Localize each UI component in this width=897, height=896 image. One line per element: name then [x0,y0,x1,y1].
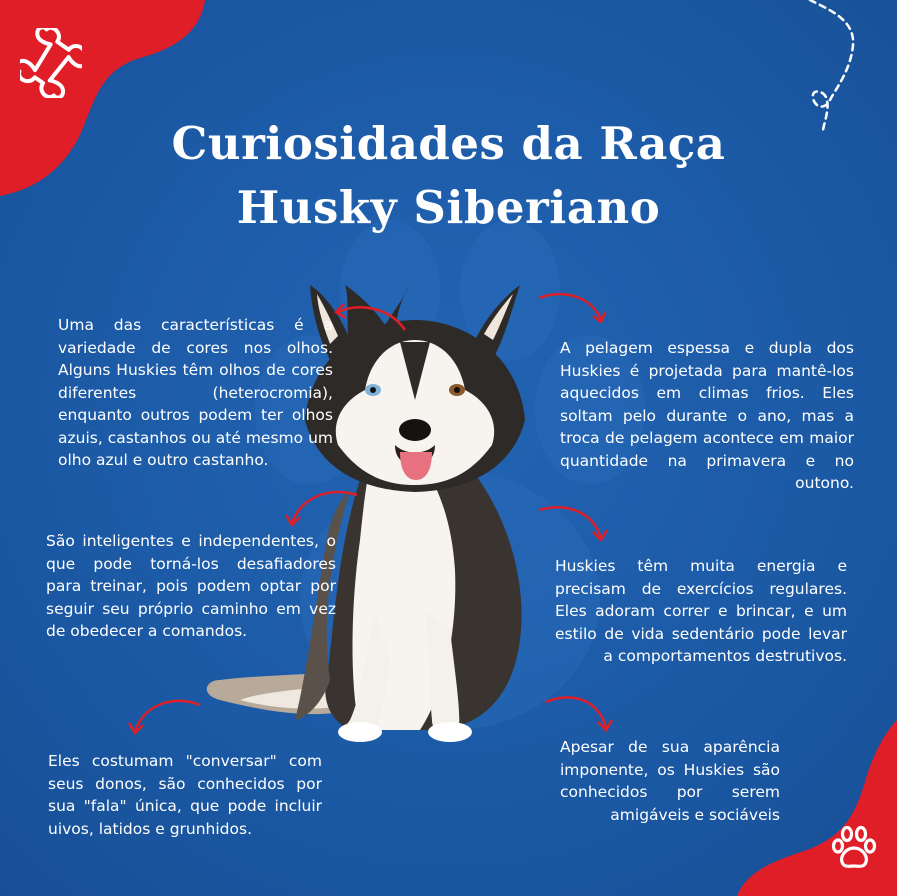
title-line-1: Curiosidades da Raça [171,117,726,170]
title-line-2: Husky Siberiano [236,181,661,234]
arrow-coat [535,288,615,328]
bone-icon [20,28,82,98]
arrow-intelligence [282,487,362,532]
fact-energy: Huskies têm muita energia e precisam de exercícios regulares. Eles adoram correr e brincar, e um estilo de vida sedentário pode levar a comportamentos destrutivos. [555,557,847,665]
fact-friendly: Apesar de sua aparência imponente, os Huskies são conhecidos por serem amigáveis e sociáveis [560,738,780,824]
fact-talk: Eles costumam "conversar" com seus donos, são conhecidos por sua "fala" única, que pode incluir uivos, latidos e grunhidos. [48,752,322,838]
fact-eyes: Uma das características é a variedade de cores nos olhos. Alguns Huskies têm olhos de cores diferentes (heterocromia), enquanto outros podem ter olhos azuis, castanhos ou até mesmo um olho azul e outro castanho. [58,316,333,469]
fact-intelligence: São inteligentes e independentes, o que pode torná-los desafiadores para treinar, pois podem optar por seguir seu próprio caminho em vez de obedecer a comandos. [46,532,336,640]
arrow-friendly [542,690,622,735]
arrow-energy [535,502,615,547]
arrow-talk [125,695,205,740]
fact-coat: A pelagem espessa e dupla dos Huskies é projetada para mantê-los aquecidos em climas frios. Eles soltam pelo durante o ano, mas a troca de pelagem acontece em maior quantidade na primavera e no outono. [560,339,854,492]
paw-icon [828,822,880,874]
arrow-eyes [330,298,410,338]
page-title [0,112,897,240]
